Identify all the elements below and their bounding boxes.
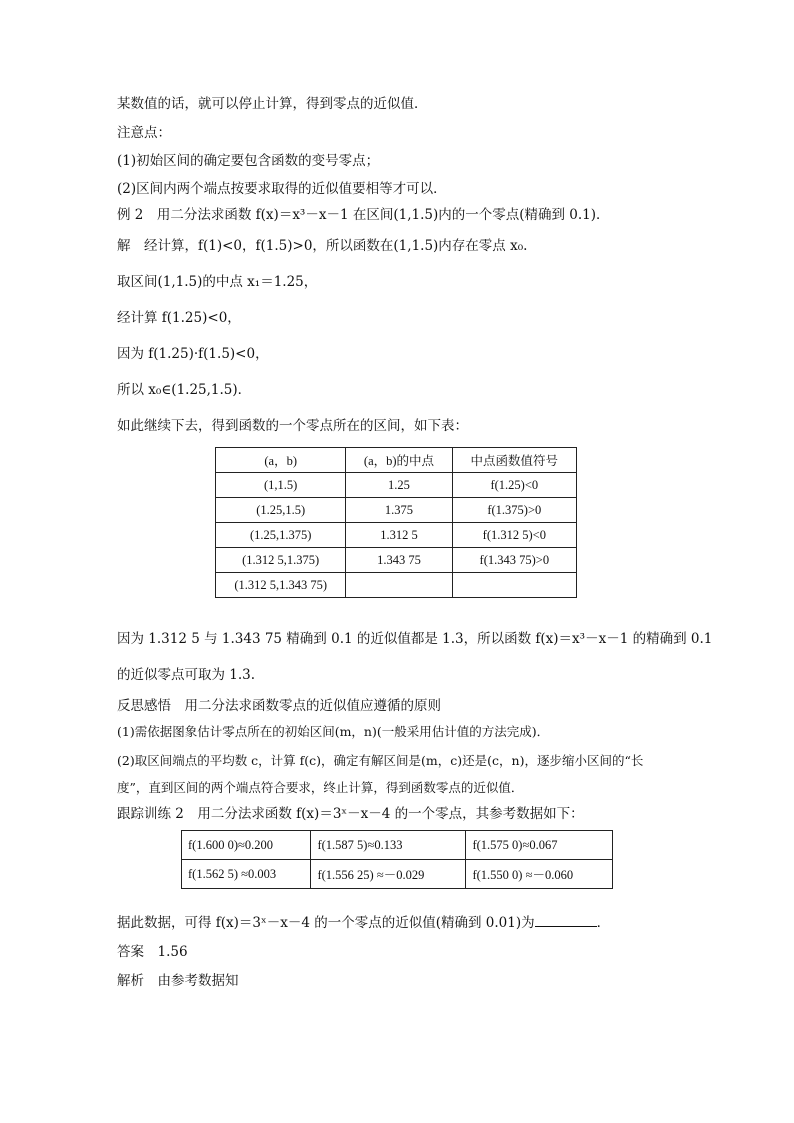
text-line: (2)区间内两个端点按要求取得的近似值要相等才可以． — [117, 181, 447, 197]
text-line: 注意点： — [117, 125, 171, 141]
table-cell: (1.25,1.375) — [216, 523, 346, 548]
question-text: 据此数据，可得 f(x)＝3ˣ－x－4 的一个零点的近似值(精确到 0.01)为 — [117, 915, 535, 931]
text-line: (1)需依据图象估计零点所在的初始区间(m，n)(一般采用估计值的方法完成)． — [117, 724, 550, 739]
question-line — [117, 914, 610, 932]
table-row — [216, 523, 577, 548]
text-line: 某数值的话，就可以停止计算，得到零点的近似值． — [117, 96, 428, 112]
text-line: 度”，直到区间的两个端点符合要求，终止计算，得到函数零点的近似值． — [117, 780, 524, 795]
table-cell: f(1.312 5)<0 — [452, 523, 576, 548]
table-cell: (1.25,1.5) — [216, 498, 346, 523]
table-row — [216, 548, 577, 573]
table-cell: f(1.556 25) ≈－0.029 — [311, 860, 466, 889]
table-header: (a，b) — [216, 448, 346, 473]
answer-blank — [535, 914, 597, 927]
table-cell: f(1.375)>0 — [452, 498, 576, 523]
reflection-title: 反思感悟 用二分法求函数零点的近似值应遵循的原则 — [117, 698, 441, 714]
text-line: 的近似零点可取为 1.3. — [117, 667, 256, 683]
text-line: (2)取区间端点的平均数 c，计算 f(c)，确定有解区间是(m，c)还是(c，n)，逐步缩小区间的“长 — [117, 753, 644, 768]
table-cell: 1.312 5 — [346, 523, 452, 548]
table-cell: f(1.600 0)≈0.200 — [182, 831, 311, 860]
text-line: 取区间(1,1.5)的中点 x₁＝1.25， — [117, 274, 318, 290]
text-line: 所以 x₀∈(1.25,1.5)． — [117, 382, 252, 398]
table-cell — [452, 573, 576, 598]
text-line: 经计算 f(1.25)<0， — [117, 310, 241, 326]
table-header-row — [216, 448, 577, 473]
table-cell: (1.312 5,1.343 75) — [216, 573, 346, 598]
solution-line: 解 经计算，f(1)<0，f(1.5)>0，所以函数在(1,1.5)内存在零点 x₀. — [117, 238, 528, 254]
table-row — [216, 573, 577, 598]
table-header: (a，b)的中点 — [346, 448, 452, 473]
text-line: 因为 1.312 5 与 1.343 75 精确到 0.1 的近似值都是 1.3，所以函数 f(x)＝x³－x－1 的精确到 0.1 — [117, 631, 713, 647]
table-cell: f(1.562 5) ≈0.003 — [182, 860, 311, 889]
text-line: 如此继续下去，得到函数的一个零点所在的区间，如下表： — [117, 418, 468, 434]
reference-data-table — [181, 830, 613, 889]
bisection-table — [215, 447, 577, 598]
table-cell: 1.343 75 — [346, 548, 452, 573]
table-cell: f(1.550 0) ≈－0.060 — [466, 860, 613, 889]
table-row — [182, 831, 613, 860]
table-cell: f(1.343 75)>0 — [452, 548, 576, 573]
text-line: (1)初始区间的确定要包含函数的变号零点； — [117, 153, 380, 169]
table-row — [216, 498, 577, 523]
text-line: 因为 f(1.25)·f(1.5)<0， — [117, 346, 269, 362]
table-cell: 1.375 — [346, 498, 452, 523]
table-cell: f(1.25)<0 — [452, 473, 576, 498]
table-cell: (1.312 5,1.375) — [216, 548, 346, 573]
table-header: 中点函数值符号 — [452, 448, 576, 473]
answer-line: 答案 1.56 — [117, 944, 188, 960]
table-row — [182, 860, 613, 889]
table-row — [216, 473, 577, 498]
table-cell: (1,1.5) — [216, 473, 346, 498]
exercise-title: 跟踪训练 2 用二分法求函数 f(x)＝3ˣ－x－4 的一个零点，其参考数据如下： — [117, 806, 584, 822]
table-cell: f(1.587 5)≈0.133 — [311, 831, 466, 860]
table-cell: 1.25 — [346, 473, 452, 498]
example-title: 例 2 用二分法求函数 f(x)＝x³－x－1 在区间(1,1.5)内的一个零点(精确到 0.1)． — [117, 207, 610, 223]
question-end: ． — [596, 915, 611, 931]
analysis-line: 解析 由参考数据知 — [117, 973, 239, 989]
table-cell — [346, 573, 452, 598]
table-cell: f(1.575 0)≈0.067 — [466, 831, 613, 860]
